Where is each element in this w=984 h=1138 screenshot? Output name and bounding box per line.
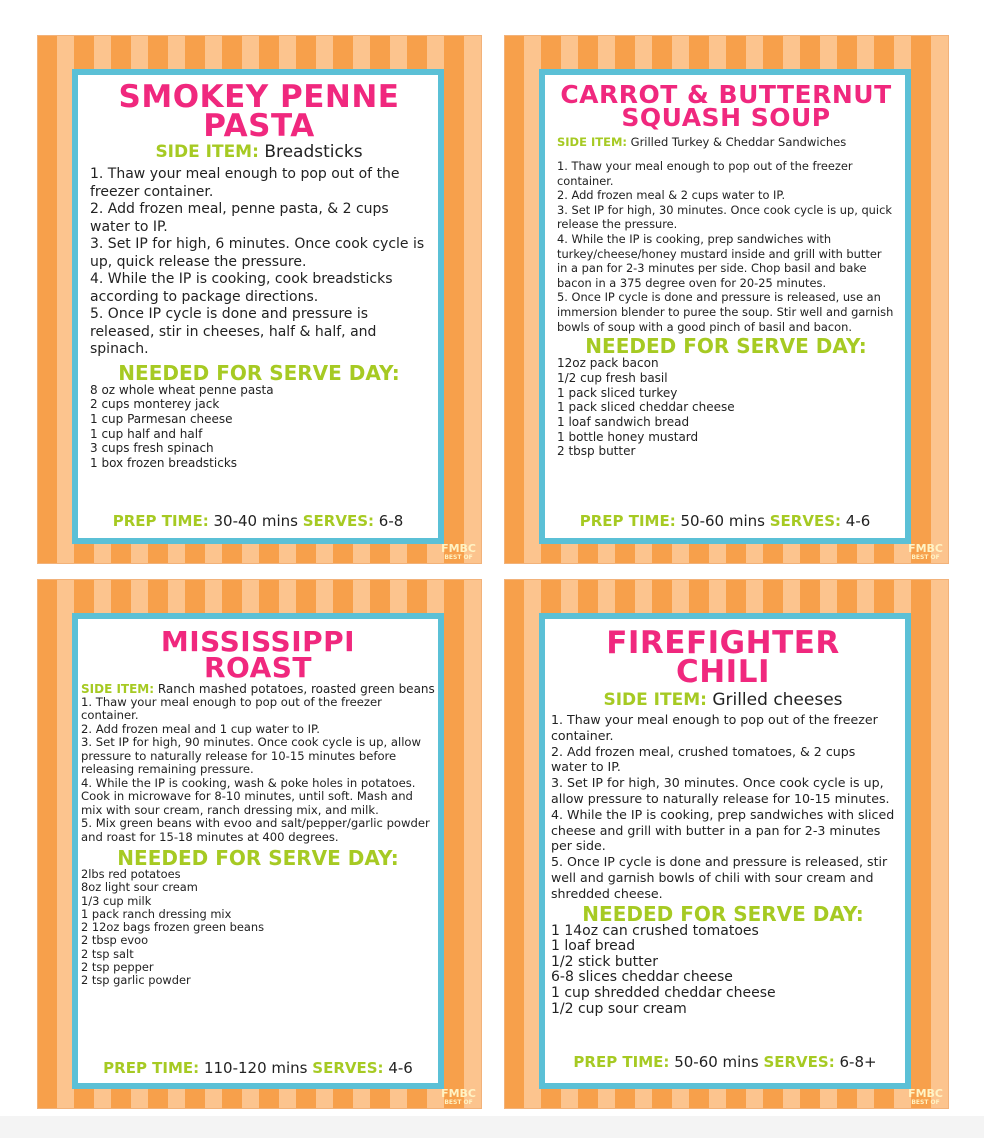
instructions: [90, 166, 428, 359]
side-item-label: SIDE ITEM:: [81, 681, 155, 696]
recipe-card-smokey-penne-pasta: [37, 35, 482, 564]
needed-item: 1 loaf bread: [551, 938, 636, 955]
recipe-card-mississippi-roast: [37, 579, 482, 1109]
needed-heading: NEEDED FOR SERVE DAY:: [585, 334, 867, 359]
instruction-step: 3. Set IP for high, 30 minutes. Once cook cycle is up, quick release the pressure.: [557, 202, 892, 232]
needed-item: 1/2 cup sour cream: [551, 1000, 687, 1017]
recipe-title: [90, 79, 428, 144]
prep-serves-line: [545, 1053, 905, 1071]
instruction-step: 2. Add frozen meal & 2 cups water to IP.: [557, 188, 786, 203]
instruction-step: 4. While the IP is cooking, prep sandwiches with turkey/cheese/honey mustard inside and grill with butter in a pan for 2-3 minutes per side. Chop basil and bake bacon in a 375 degree oven for 20-25 minutes.: [557, 231, 882, 290]
instruction-step: 4. While the IP is cooking, cook breadsticks according to package directions.: [90, 271, 393, 305]
card-body: [545, 75, 905, 538]
needed-heading: NEEDED FOR SERVE DAY:: [582, 901, 864, 926]
page-footer-strip: [0, 1116, 984, 1138]
needed-item: 2 tbsp evoo: [81, 933, 149, 948]
prep-serves-line: [78, 1059, 438, 1077]
instruction-step: 1. Thaw your meal enough to pop out of the freezer container.: [90, 166, 400, 200]
logo-subtext: BEST OF: [911, 553, 940, 561]
needed-item: 2 tsp salt: [81, 946, 134, 961]
needed-item: 1/2 stick butter: [551, 953, 659, 970]
side-item: [551, 690, 895, 710]
recipe-title-line-2: PASTA: [203, 107, 315, 144]
prep-time-label: PREP TIME:: [579, 512, 676, 530]
recipe-title-line-1: MISSISSIPPI: [160, 625, 356, 658]
needed-heading: NEEDED FOR SERVE DAY:: [118, 360, 400, 385]
recipe-title-line-2: ROAST: [203, 650, 313, 684]
card-frame: [539, 69, 911, 544]
serves-label: SERVES:: [302, 512, 374, 530]
needed-list: [557, 356, 895, 459]
serves-value: 4-6: [388, 1059, 413, 1077]
needed-list: [551, 924, 895, 1018]
prep-time-value: 50-60 mins: [680, 512, 765, 530]
instruction-step: 2. Add frozen meal, crushed tomatoes, & 2 cups water to IP.: [551, 743, 856, 775]
recipe-title-line-2: SQUASH SOUP: [621, 103, 831, 132]
needed-item: 3 cups fresh spinach: [90, 441, 214, 456]
needed-item: 1/2 cup fresh basil: [557, 370, 668, 385]
logo-subtext: BEST OF: [444, 1098, 473, 1106]
instruction-step: 5. Once IP cycle is done and pressure is released, use an immersion blender to puree the soup. Stir well and garnish bowls of soup with a good pinch of basil and bacon.: [557, 290, 894, 334]
instruction-step: 3. Set IP for high, 6 minutes. Once cook cycle is up, quick release the pressure.: [90, 236, 425, 270]
needed-item: 1 pack ranch dressing mix: [81, 906, 232, 921]
card-frame: [539, 613, 911, 1089]
card-frame: [72, 613, 444, 1089]
needed-item: 1 pack sliced cheddar cheese: [557, 400, 735, 415]
prep-time-label: PREP TIME:: [573, 1053, 670, 1071]
serves-value: 4-6: [845, 512, 871, 530]
recipe-title: [81, 625, 435, 684]
fmbc-logo: [441, 1085, 476, 1105]
logo-text: FMBC: [908, 1087, 943, 1101]
needed-item: 1 cup half and half: [90, 426, 203, 441]
side-item-value: Grilled Turkey & Cheddar Sandwiches: [630, 135, 847, 149]
serves-value: 6-8+: [839, 1053, 877, 1071]
needed-item: 2 12oz bags frozen green beans: [81, 920, 265, 935]
needed-list: [81, 868, 435, 988]
needed-item: 12oz pack bacon: [557, 356, 659, 371]
fmbc-logo: [908, 1085, 943, 1105]
side-item-value: Ranch mashed potatoes, roasted green beans: [157, 681, 435, 696]
instruction-step: 4. While the IP is cooking, prep sandwiches with sliced cheese and grill with butter in a pan for 2-3 minutes per side.: [551, 806, 895, 854]
logo-subtext: BEST OF: [444, 553, 473, 561]
needed-list: [90, 383, 428, 471]
serves-label: SERVES:: [312, 1059, 384, 1077]
needed-item: 2 tbsp butter: [557, 444, 636, 459]
serves-label: SERVES:: [769, 512, 841, 530]
instruction-step: 2. Add frozen meal, penne pasta, & 2 cups water to IP.: [90, 201, 389, 235]
side-item-label: SIDE ITEM:: [557, 135, 627, 149]
recipe-title-line-1: SMOKEY PENNE: [118, 79, 400, 115]
prep-time-label: PREP TIME:: [103, 1059, 200, 1077]
prep-serves-line: [78, 512, 438, 530]
card-body: [545, 619, 905, 1083]
card-body: [78, 75, 438, 538]
prep-time-value: 30-40 mins: [213, 512, 298, 530]
prep-time-label: PREP TIME:: [112, 512, 209, 530]
needed-item: 6-8 slices cheddar cheese: [551, 969, 733, 986]
recipe-card-firefighter-chili: [504, 579, 949, 1109]
instruction-step: 2. Add frozen meal and 1 cup water to IP.: [81, 721, 320, 736]
recipe-title-line-2: CHILI: [675, 653, 771, 690]
logo-text: FMBC: [908, 542, 943, 556]
prep-time-value: 50-60 mins: [674, 1053, 759, 1071]
needed-item: 1 loaf sandwich bread: [557, 414, 690, 429]
needed-item: 1 pack sliced turkey: [557, 385, 678, 400]
logo-text: FMBC: [441, 542, 476, 556]
recipe-card-carrot-butternut-squash-soup: [504, 35, 949, 564]
side-item-value: Grilled cheeses: [712, 690, 843, 711]
instruction-step: 1. Thaw your meal enough to pop out of the freezer container.: [81, 694, 382, 722]
instruction-step: 5. Once IP cycle is done and pressure is released, stir well and garnish bowls of chili with sour cream and shredded cheese.: [551, 854, 888, 901]
recipe-title-line-1: CARROT & BUTTERNUT: [560, 80, 892, 109]
card-body: [78, 619, 438, 1083]
needed-item: 1 cup Parmesan cheese: [90, 411, 233, 426]
fmbc-logo: [908, 540, 943, 560]
needed-item: 2 tsp garlic powder: [81, 973, 191, 988]
needed-item: 1/3 cup milk: [81, 893, 152, 908]
logo-text: FMBC: [441, 1087, 476, 1101]
needed-item: 1 box frozen breadsticks: [90, 456, 238, 471]
instruction-step: 1. Thaw your meal enough to pop out of the freezer container.: [557, 159, 853, 188]
needed-item: 8oz light sour cream: [81, 880, 198, 895]
needed-item: 1 cup shredded cheddar cheese: [551, 984, 776, 1001]
side-item: [557, 135, 895, 149]
needed-item: 2lbs red potatoes: [81, 867, 181, 881]
instructions: [81, 696, 435, 845]
fmbc-logo: [441, 540, 476, 560]
logo-subtext: BEST OF: [911, 1098, 940, 1106]
prep-serves-line: [545, 512, 905, 530]
needed-item: 1 bottle honey mustard: [557, 429, 699, 444]
side-item: [90, 142, 428, 162]
instructions: [557, 159, 895, 334]
needed-heading: NEEDED FOR SERVE DAY:: [117, 846, 399, 870]
card-frame: [72, 69, 444, 544]
needed-item: 2 cups monterey jack: [90, 397, 220, 412]
side-item: [81, 683, 435, 696]
instruction-step: 3. Set IP for high, 90 minutes. Once cook cycle is up, allow pressure to naturally release for 10-15 minutes before releasing remaining pressure.: [81, 735, 422, 776]
needed-item: 2 tsp pepper: [81, 960, 154, 975]
instruction-step: 1. Thaw your meal enough to pop out of the freezer container.: [551, 712, 878, 743]
side-item-label: SIDE ITEM:: [603, 690, 707, 711]
serves-value: 6-8: [378, 512, 404, 530]
recipe-title: [557, 80, 895, 132]
instructions: [551, 712, 895, 902]
prep-time-value: 110-120 mins: [203, 1059, 308, 1077]
instruction-step: 3. Set IP for high, 30 minutes. Once cook cycle is up, allow pressure to naturally release for 10-15 minutes.: [551, 775, 890, 807]
instruction-step: 5. Once IP cycle is done and pressure is released, stir in cheeses, half & half, and spinach.: [90, 306, 377, 358]
needed-item: 1 14oz can crushed tomatoes: [551, 922, 759, 939]
side-item-value: Breadsticks: [264, 142, 363, 163]
serves-label: SERVES:: [763, 1053, 835, 1071]
side-item-label: SIDE ITEM:: [155, 142, 259, 163]
recipe-title: [551, 625, 895, 690]
instruction-step: 4. While the IP is cooking, wash & poke holes in potatoes. Cook in microwave for 8-10 minutes, until soft. Mash and mix with sour cream, ranch dressing mix, and milk.: [81, 775, 416, 817]
needed-item: 8 oz whole wheat penne pasta: [90, 382, 274, 397]
recipe-title-line-1: FIREFIGHTER: [606, 625, 840, 661]
instruction-step: 5. Mix green beans with evoo and salt/pepper/garlic powder and roast for 15-18 minutes at 400 degrees.: [81, 816, 430, 844]
